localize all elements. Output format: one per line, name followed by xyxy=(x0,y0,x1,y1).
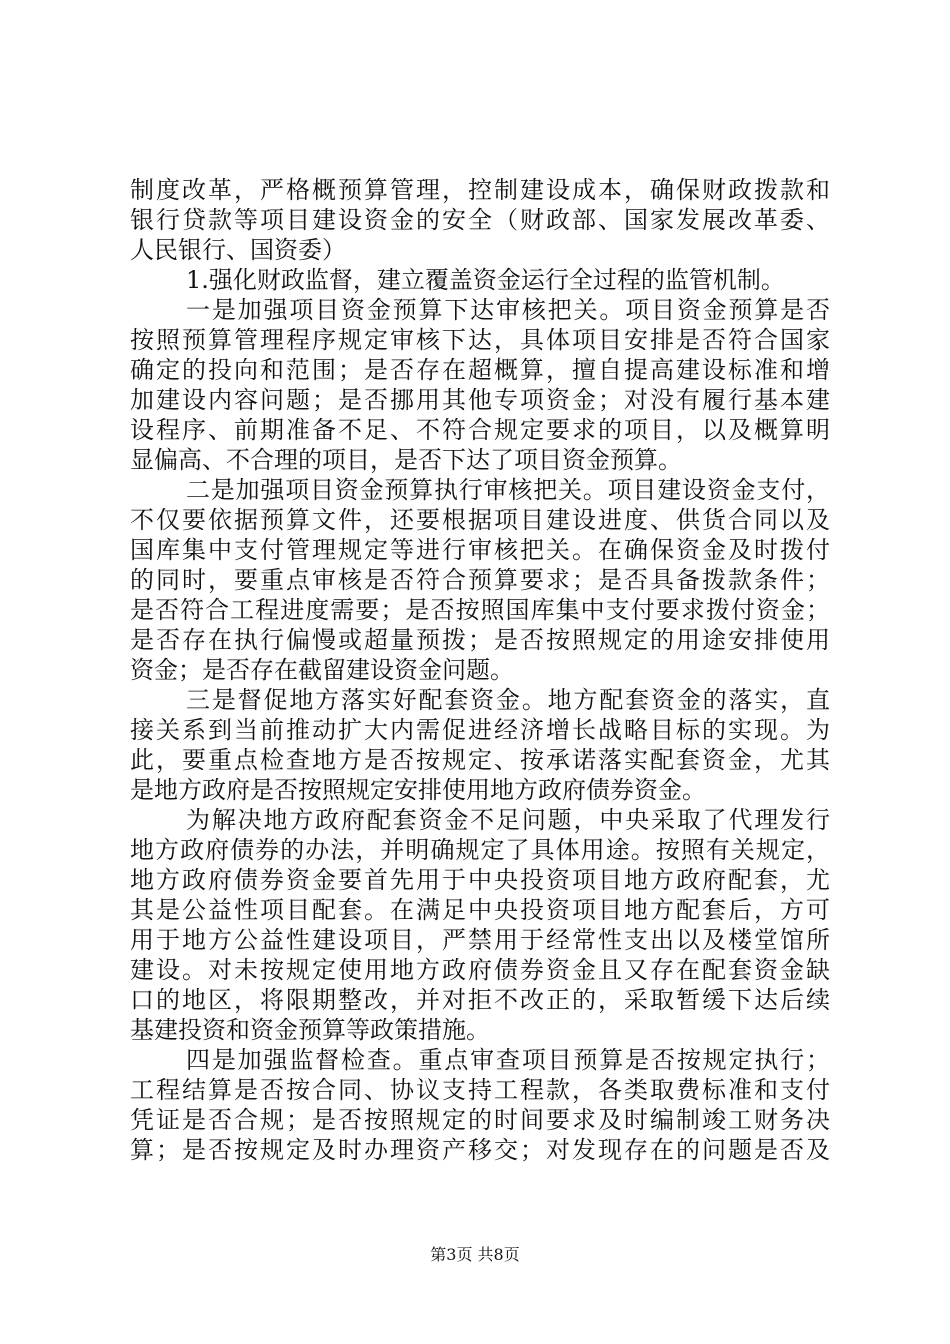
text-line: 人民银行、国资委） xyxy=(130,236,346,264)
text-line: 银行贷款等项目建设资金的安全（财政部、国家发展改革委、 xyxy=(130,206,830,234)
text-line: 口的地区，将限期整改，并对拒不改正的，采取暂缓下达后续 xyxy=(130,986,830,1014)
text-line: 确定的投向和范围；是否存在超概算，擅自提高建设标准和增 xyxy=(130,356,830,384)
text-line: 国库集中支付管理规定等进行审核把关。在确保资金及时拨付 xyxy=(130,536,830,564)
text-line: 是地方政府是否按照规定安排使用地方政府债券资金。 xyxy=(130,776,706,804)
text-line: 算；是否按规定及时办理资产移交；对发现存在的问题是否及 xyxy=(130,1136,830,1164)
text-line: 四是加强监督检查。重点审查项目预算是否按规定执行； xyxy=(186,1046,830,1074)
page-number-footer: 第3页 共8页 xyxy=(430,1245,520,1264)
text-line: 一是加强项目资金预算下达审核把关。项目资金预算是否 xyxy=(186,296,830,324)
text-line: 用于地方公益性建设项目，严禁用于经常性支出以及楼堂馆所 xyxy=(130,926,830,954)
text-line: 接关系到当前推动扩大内需促进经济增长战略目标的实现。为 xyxy=(130,716,830,744)
text-line: 地方政府债券的办法，并明确规定了具体用途。按照有关规定， xyxy=(130,836,830,864)
text-line: 工程结算是否按合同、协议支持工程款，各类取费标准和支付 xyxy=(130,1076,830,1104)
text-line: 是否存在执行偏慢或超量预拨；是否按照规定的用途安排使用 xyxy=(130,626,830,654)
text-line: 资金；是否存在截留建设资金问题。 xyxy=(130,656,514,684)
text-line: 地方政府债券资金要首先用于中央投资项目地方政府配套，尤 xyxy=(130,866,830,894)
text-line: 凭证是否合规；是否按照规定的时间要求及时编制竣工财务决 xyxy=(130,1106,830,1134)
text-line: 为解决地方政府配套资金不足问题，中央采取了代理发行 xyxy=(186,806,830,834)
section-heading: 1.强化财政监督，建立覆盖资金运行全过程的监管机制。 xyxy=(186,266,785,294)
text-line: 是否符合工程进度需要；是否按照国库集中支付要求拨付资金； xyxy=(130,596,830,624)
text-line: 显偏高、不合理的项目，是否下达了项目资金预算。 xyxy=(130,446,682,474)
text-line: 制度改革，严格概预算管理，控制建设成本，确保财政拨款和 xyxy=(130,176,830,204)
text-line: 按照预算管理程序规定审核下达，具体项目安排是否符合国家 xyxy=(130,326,830,354)
document-body xyxy=(130,175,830,1165)
text-line: 基建投资和资金预算等政策措施。 xyxy=(130,1016,490,1044)
text-line: 此，要重点检查地方是否按规定、按承诺落实配套资金，尤其 xyxy=(130,746,830,774)
text-line: 三是督促地方落实好配套资金。地方配套资金的落实，直 xyxy=(186,686,830,714)
text-line: 其是公益性项目配套。在满足中央投资项目地方配套后，方可 xyxy=(130,896,830,924)
text-line: 二是加强项目资金预算执行审核把关。项目建设资金支付， xyxy=(186,476,830,504)
text-line: 建设。对未按规定使用地方政府债券资金且又存在配套资金缺 xyxy=(130,956,830,984)
text-line: 的同时，要重点审核是否符合预算要求；是否具备拨款条件； xyxy=(130,566,830,594)
text-line: 设程序、前期准备不足、不符合规定要求的项目，以及概算明 xyxy=(130,416,830,444)
text-line: 加建设内容问题；是否挪用其他专项资金；对没有履行基本建 xyxy=(130,386,830,414)
text-line: 不仅要依据预算文件，还要根据项目建设进度、供货合同以及 xyxy=(130,506,830,534)
